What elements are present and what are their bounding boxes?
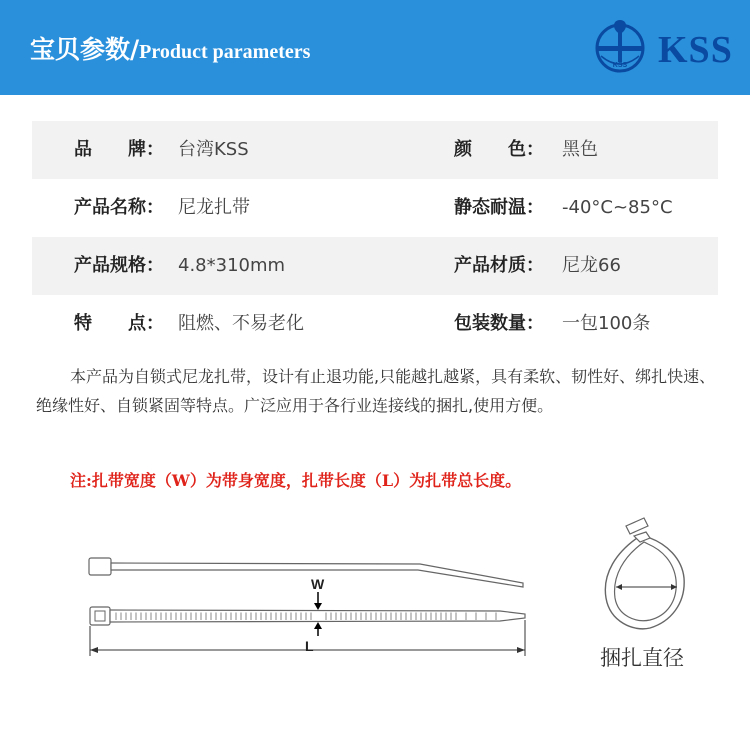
spec-label-package: 包装数量： [454, 313, 544, 334]
spec-value-features: 阻燃、不易老化 [178, 313, 304, 334]
title-separator: / [130, 35, 140, 64]
cable-tie-diagram [80, 540, 540, 669]
length-label: L [305, 638, 314, 654]
header-banner [0, 0, 750, 95]
spec-row [32, 237, 718, 295]
logo-ring-text: KSS [612, 62, 628, 69]
page-title [30, 30, 310, 66]
spec-label-product-name: 产品名称： [74, 197, 164, 218]
title-english: Product parameters [139, 41, 311, 63]
spec-label-brand: 品 牌： [74, 139, 164, 160]
width-label: W [311, 576, 325, 592]
spec-label-size: 产品规格： [74, 255, 164, 276]
tie-loop-illustration [596, 512, 696, 640]
brand-name: KSS [658, 29, 733, 71]
spec-value-package: 一包100条 [562, 313, 651, 334]
spec-row [32, 179, 718, 237]
spec-row [32, 121, 718, 179]
spec-value-product-name: 尼龙扎带 [178, 197, 250, 218]
product-description: 本产品为自锁式尼龙扎带，设计有止退功能,只能越扎越紧，具有柔软、韧性好、绑扎快速、绝缘性好、自锁紧固等特点。广泛应用于各行业连接线的捆扎,使用方便。 [36, 367, 716, 415]
spec-value-brand: 台湾KSS [178, 139, 249, 160]
loop-caption: 捆扎直径 [600, 646, 684, 670]
spec-table [32, 121, 718, 353]
title-chinese: 宝贝参数 [30, 35, 131, 64]
spec-label-temperature: 静态耐温： [454, 197, 544, 218]
spec-value-color: 黑色 [562, 139, 598, 160]
kss-logo-icon [592, 14, 654, 76]
size-note: 注:扎带宽度（W）为带身宽度，扎带长度（L）为扎带总长度。 [70, 471, 522, 490]
brand-logo [592, 14, 737, 78]
spec-label-material: 产品材质： [454, 255, 544, 276]
spec-label-features: 特 点： [74, 313, 164, 334]
spec-value-temperature: -40°C~85°C [562, 197, 673, 218]
spec-label-color: 颜 色： [454, 139, 544, 160]
spec-row [32, 295, 718, 353]
spec-value-size: 4.8*310mm [178, 255, 286, 276]
spec-value-material: 尼龙66 [562, 255, 621, 276]
